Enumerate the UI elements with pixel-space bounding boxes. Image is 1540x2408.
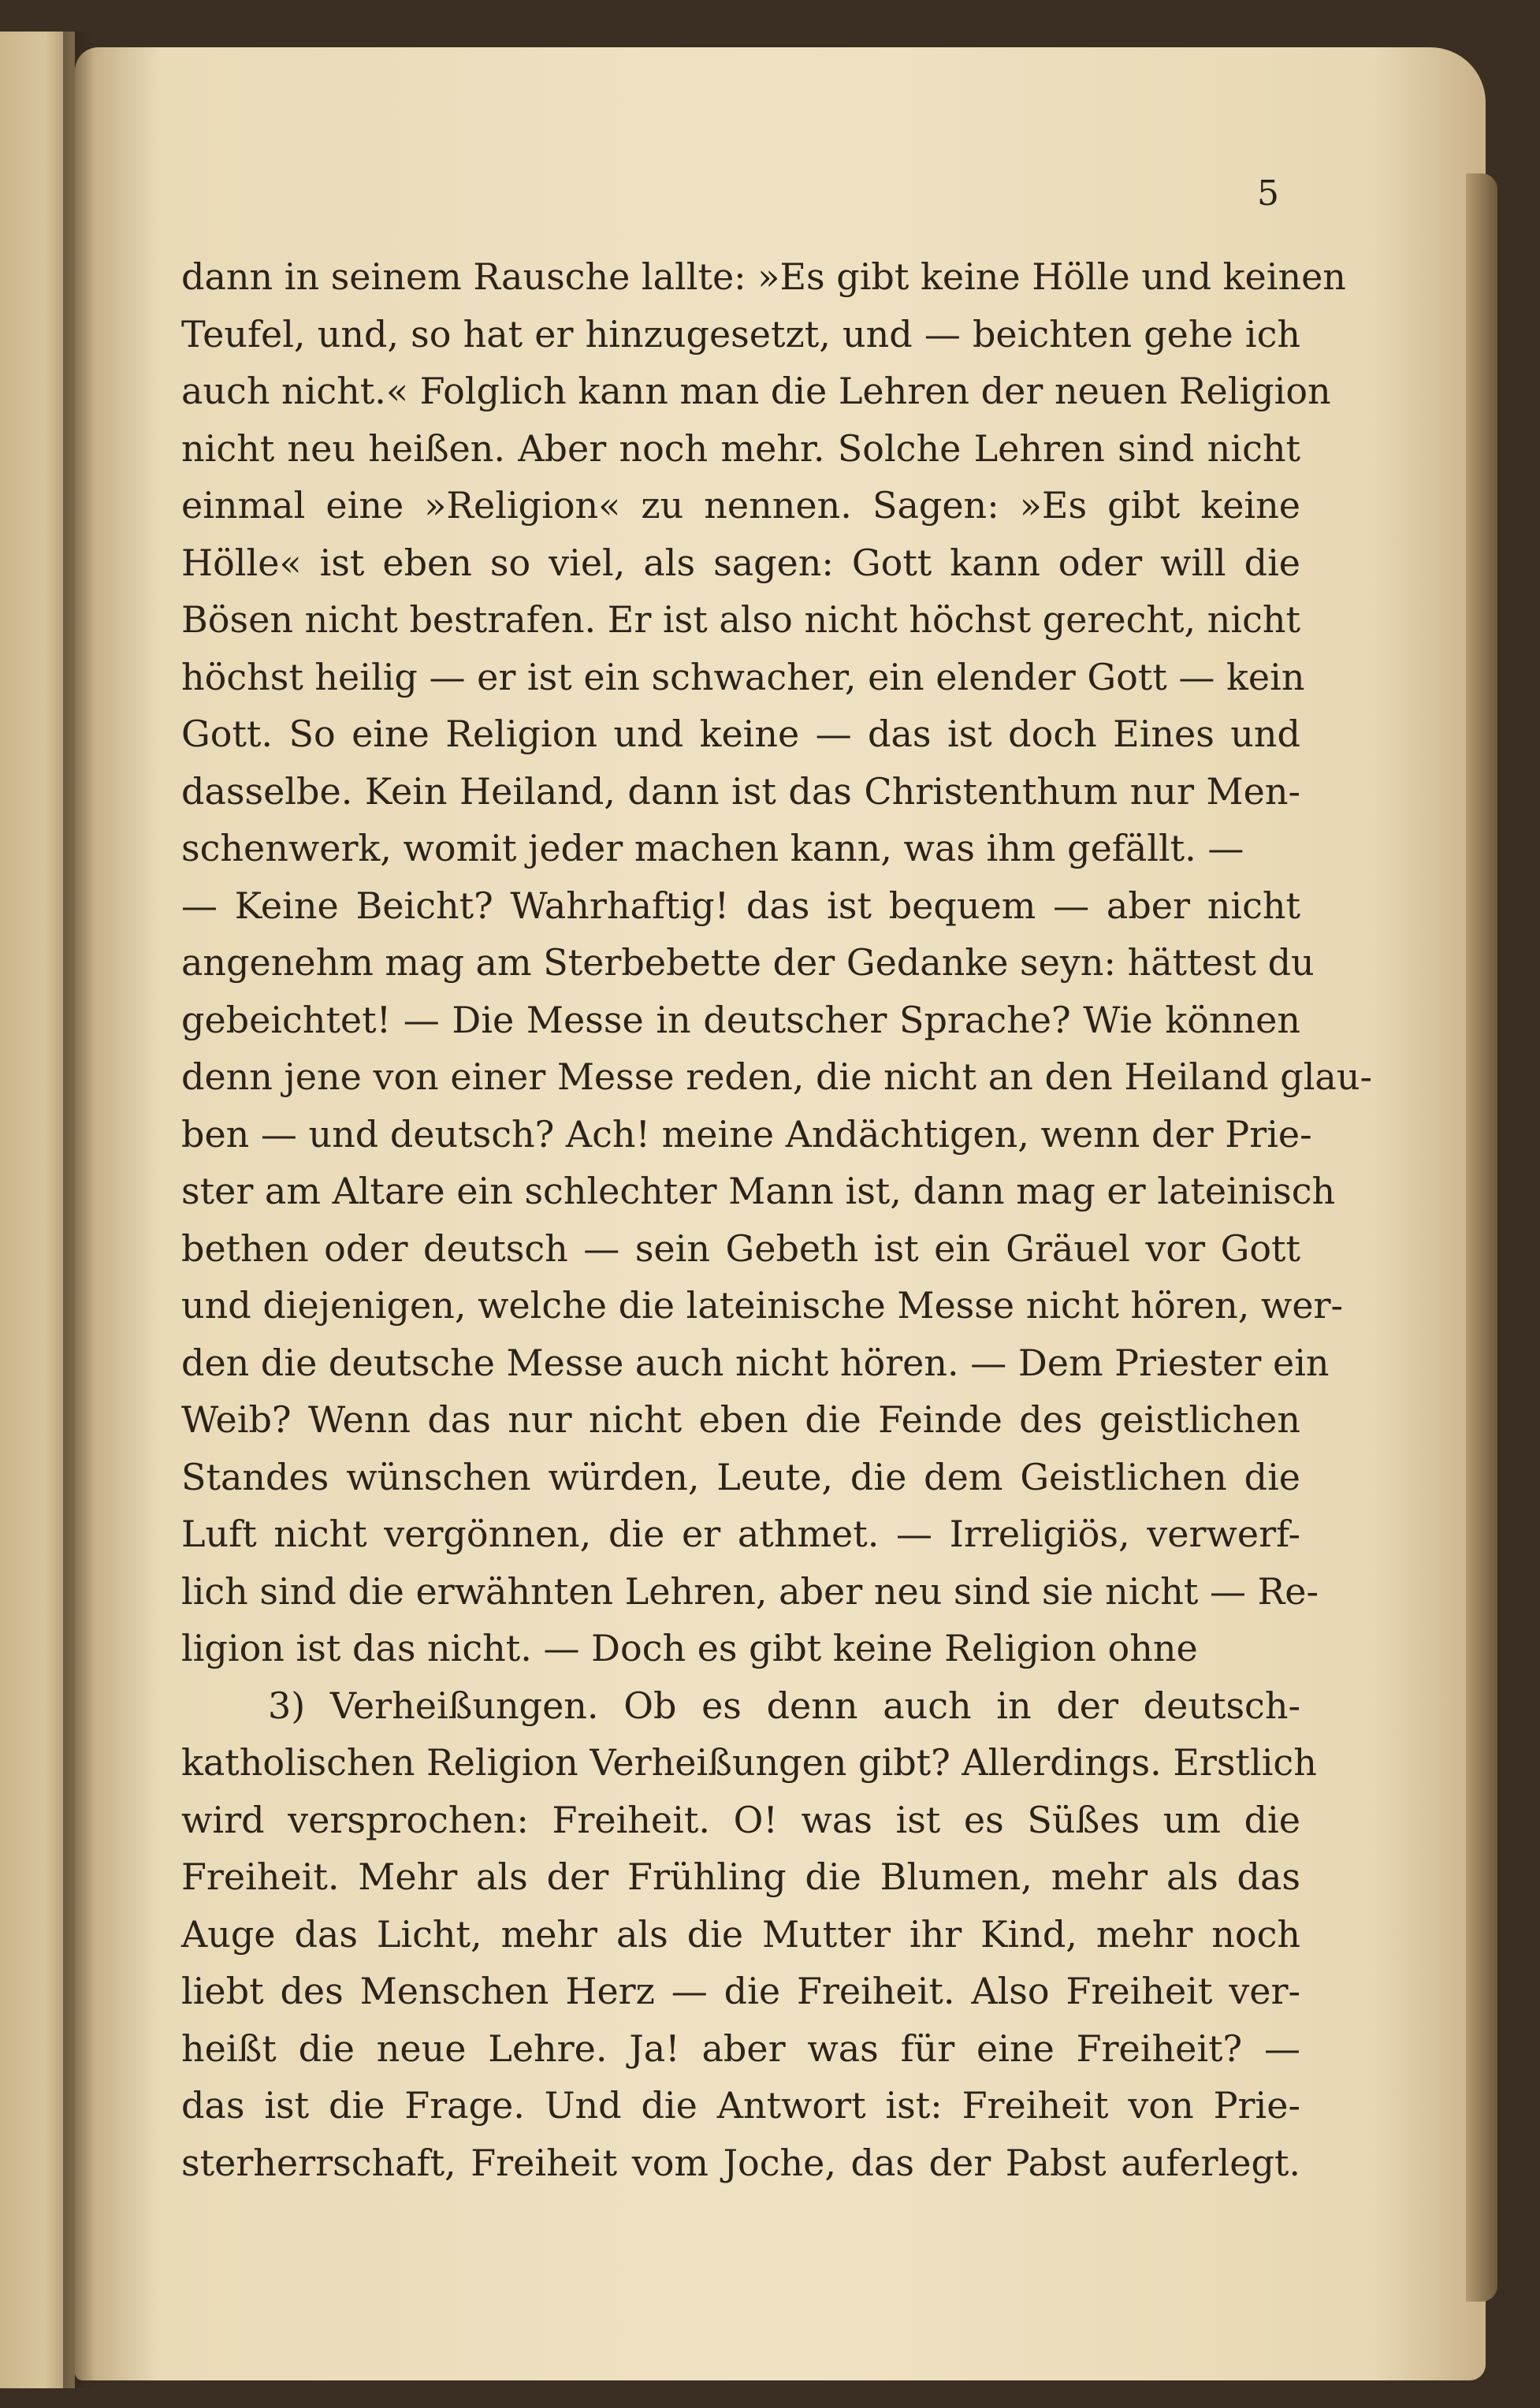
- text-line: Standes wünschen würden, Leute, die dem Geistlichen die: [181, 1455, 1300, 1498]
- text-line: Gott. So eine Religion und keine — das ist doch Eines und: [181, 713, 1300, 755]
- text-line: katholischen Religion Verheißungen gibt? Allerdings. Erstlich: [181, 1741, 1317, 1784]
- body-text: [181, 248, 1373, 2191]
- text-line: dasselbe. Kein Heiland, dann ist das Christenthum nur Men-: [181, 769, 1300, 813]
- text-line: Weib? Wenn das nur nicht eben die Feinde des geistlichen: [181, 1398, 1300, 1441]
- text-line: nicht neu heißen. Aber noch mehr. Solche Lehren sind nicht: [181, 426, 1300, 470]
- text-line: 3) Verheißungen. Ob es denn auch in der deutsch-: [268, 1684, 1300, 1727]
- text-line: liebt des Menschen Herz — die Freiheit. Also Freiheit ver-: [181, 1970, 1300, 2012]
- text-line: ligion ist das nicht. — Doch es gibt keine Religion ohne: [181, 1627, 1198, 1669]
- text-line: das ist die Frage. Und die Antwort ist: Freiheit von Prie-: [181, 2084, 1300, 2127]
- text-line: ster am Altare ein schlechter Mann ist, dann mag er lateinisch: [181, 1170, 1336, 1212]
- text-line: angenehm mag am Sterbebette der Gedanke seyn: hättest du: [181, 941, 1315, 984]
- spine-shadow: [63, 32, 95, 2388]
- text-line: schenwerk, womit jeder machen kann, was ihm gefällt. —: [181, 827, 1244, 869]
- text-line: Teufel, und, so hat er hinzugesetzt, und — beichten gehe ich: [181, 312, 1300, 355]
- text-line: wird versprochen: Freiheit. O! was ist es Süßes um die: [181, 1798, 1300, 1841]
- text-line: einmal eine »Religion« zu nennen. Sagen: »Es gibt keine: [181, 484, 1300, 527]
- text-line: den die deutsche Messe auch nicht hören. — Dem Priester ein: [181, 1341, 1330, 1384]
- text-line: Hölle« ist eben so viel, als sagen: Gott kann oder will die: [181, 541, 1300, 584]
- text-line: Luft nicht vergönnen, die er athmet. — Irreligiös, verwerf-: [181, 1513, 1300, 1555]
- text-line: sterherrschaft, Freiheit vom Joche, das der Pabst auferlegt.: [181, 2141, 1300, 2184]
- text-line: ben — und deutsch? Ach! meine Andächtigen, wenn der Prie-: [181, 1112, 1312, 1156]
- text-line: — Keine Beicht? Wahrhaftig! das ist bequem — aber nicht: [181, 884, 1300, 927]
- text-line: Bösen nicht bestrafen. Er ist also nicht höchst gerecht, nicht: [181, 598, 1300, 641]
- text-line: lich sind die erwähnten Lehren, aber neu sind sie nicht — Re-: [181, 1569, 1319, 1613]
- text-line: Freiheit. Mehr als der Frühling die Blumen, mehr als das: [181, 1855, 1300, 1898]
- text-line: Auge das Licht, mehr als die Mutter ihr Kind, mehr noch: [181, 1912, 1300, 1956]
- text-line: und diejenigen, welche die lateinische Messe nicht hören, wer-: [181, 1284, 1344, 1327]
- text-line: heißt die neue Lehre. Ja! aber was für eine Freiheit? —: [181, 2027, 1300, 2070]
- page-stack-edge: [1466, 173, 1497, 2302]
- text-line: gebeichtet! — Die Messe in deutscher Sprache? Wie können: [181, 998, 1300, 1041]
- page-number: 5: [1257, 173, 1279, 214]
- text-line: denn jene von einer Messe reden, die nicht an den Heiland glau-: [181, 1055, 1373, 1098]
- text-line: dann in seinem Rausche lallte: »Es gibt keine Hölle und keinen: [181, 255, 1346, 298]
- text-line: höchst heilig — er ist ein schwacher, ein elender Gott — kein: [181, 655, 1305, 698]
- text-line: bethen oder deutsch — sein Gebeth ist ein Gräuel vor Gott: [181, 1226, 1300, 1270]
- text-line: auch nicht.« Folglich kann man die Lehren der neuen Religion: [181, 370, 1331, 412]
